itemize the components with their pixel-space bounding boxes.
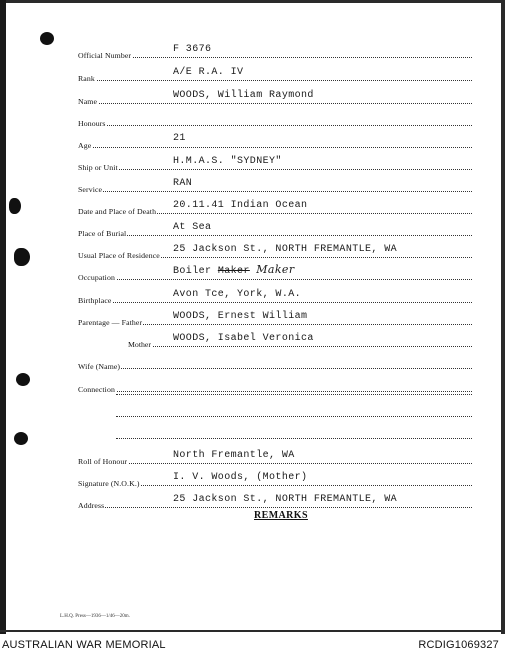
residence-label: Usual Place of Residence (78, 251, 160, 260)
signature-row (78, 472, 472, 488)
name-row (78, 90, 472, 106)
service-label: Service (78, 185, 103, 194)
birthplace-value: Avon Tce, York, W.A. (173, 289, 302, 300)
scan-border-right (501, 0, 505, 654)
birthplace-row (78, 289, 472, 305)
mother-label: Mother (128, 340, 151, 349)
official-number-value: F 3676 (173, 44, 212, 55)
honours-label: Honours (78, 119, 106, 128)
age-row (78, 134, 472, 150)
mother-row (78, 333, 472, 349)
footer-institution: AUSTRALIAN WAR MEMORIAL (2, 639, 166, 651)
burial-value: At Sea (173, 222, 212, 233)
rank-value: A/E R.A. IV (173, 67, 244, 78)
address-row (78, 494, 472, 510)
occupation-struck: Maker (217, 266, 250, 277)
death-row (78, 200, 472, 216)
signature-value: I. V. Woods, (Mother) (173, 472, 308, 483)
birthplace-label: Birthplace (78, 296, 112, 305)
connection-line (116, 438, 472, 439)
death-value: 20.11.41 Indian Ocean (173, 200, 308, 211)
scan-border-left (0, 0, 6, 654)
ship-label: Ship or Unit (78, 163, 118, 172)
service-row (78, 178, 472, 194)
punch-hole-icon (14, 432, 28, 445)
rank-label: Rank (78, 74, 95, 83)
connection-line (116, 394, 472, 395)
remarks-heading: REMARKS (254, 510, 308, 521)
father-label: Parentage — Father (78, 318, 143, 327)
roll-row (78, 450, 472, 466)
connection-row (78, 378, 472, 394)
burial-row (78, 222, 472, 238)
name-label: Name (78, 97, 98, 106)
burial-label: Place of Burial (78, 229, 127, 238)
occupation-typed: Boiler (173, 266, 212, 277)
father-row (78, 311, 472, 327)
father-value: WOODS, Ernest William (173, 311, 308, 322)
address-label: Address (78, 501, 105, 510)
scan-border-top (0, 0, 505, 3)
punch-hole-icon (40, 32, 54, 45)
occupation-label: Occupation (78, 273, 115, 282)
occupation-row (78, 263, 472, 282)
punch-hole-icon (16, 373, 30, 386)
rank-row (78, 67, 472, 83)
scan-border-bottom (0, 630, 505, 632)
address-value: 25 Jackson St., NORTH FREMANTLE, WA (173, 494, 398, 505)
footer-record-id: RCDIG1069327 (418, 639, 499, 651)
age-label: Age (78, 141, 92, 150)
service-value: RAN (173, 178, 193, 189)
residence-row (78, 244, 472, 260)
punch-hole-icon (9, 198, 21, 214)
occupation-value (173, 263, 295, 277)
wife-row (78, 355, 472, 371)
ship-row (78, 156, 472, 172)
official-number-row (78, 44, 472, 60)
occupation-handwritten: Maker (256, 263, 295, 276)
death-label: Date and Place of Death (78, 207, 157, 216)
archive-footer (0, 634, 505, 654)
age-value: 21 (173, 133, 186, 144)
mother-value: WOODS, Isabel Veronica (173, 333, 314, 344)
name-value: WOODS, William Raymond (173, 90, 314, 101)
connection-label: Connection (78, 385, 115, 394)
roll-label: Roll of Honour (78, 457, 128, 466)
printer-note: L.H.Q. Press—1936—1/46—20m. (60, 614, 130, 619)
honours-row (78, 112, 472, 128)
official-number-label: Official Number (78, 51, 132, 60)
roll-value: North Fremantle, WA (173, 450, 295, 461)
clip-mark-icon (14, 248, 30, 266)
ship-value: H.M.A.S. "SYDNEY" (173, 156, 282, 167)
connection-line (116, 416, 472, 417)
residence-value: 25 Jackson St., NORTH FREMANTLE, WA (173, 244, 398, 255)
wife-label: Wife (Name) (78, 362, 121, 371)
signature-label: Signature (N.O.K.) (78, 479, 140, 488)
